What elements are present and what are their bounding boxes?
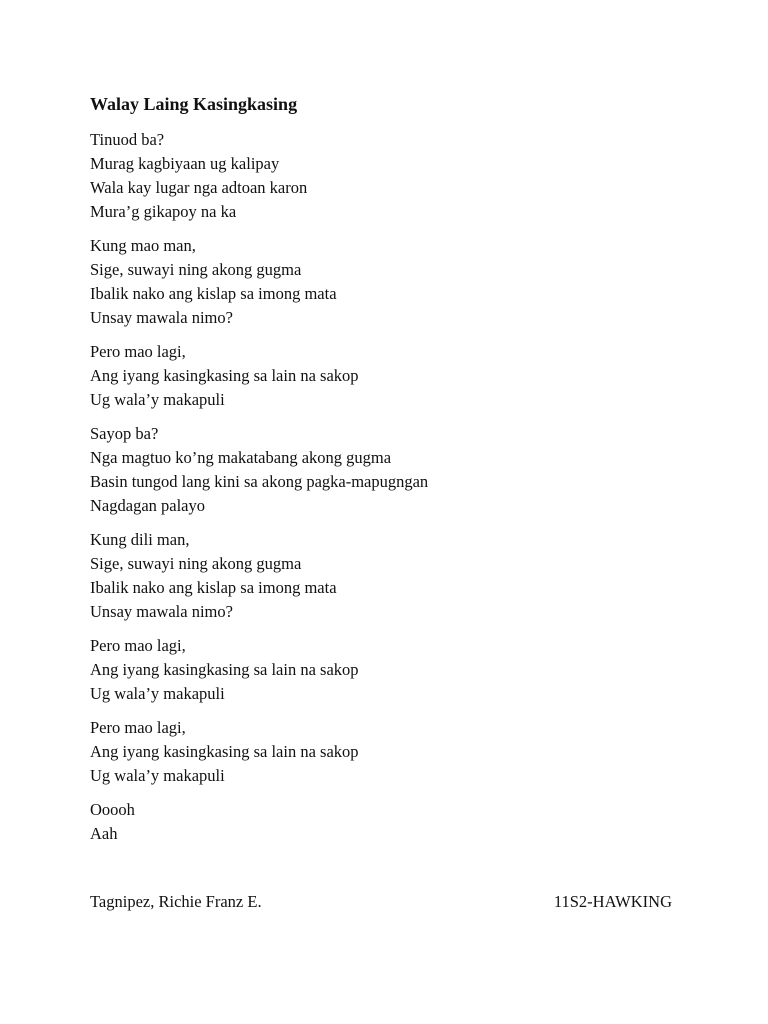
poem-line: Ang iyang kasingkasing sa lain na sakop — [90, 742, 359, 761]
poem-line: Sige, suwayi ning akong gugma — [90, 260, 302, 279]
poem-line: Ooooh — [90, 800, 135, 819]
poem-line: Ibalik nako ang kislap sa imong mata — [90, 284, 337, 303]
poem-line: Ug wala’y makapuli — [90, 766, 225, 785]
stanza — [90, 716, 690, 788]
poem-line: Nagdagan palayo — [90, 496, 205, 515]
poem-line: Kung mao man, — [90, 236, 196, 255]
stanza — [90, 234, 690, 330]
poem-line: Ang iyang kasingkasing sa lain na sakop — [90, 366, 359, 385]
poem-line: Unsay mawala nimo? — [90, 602, 233, 621]
poem-line: Pero mao lagi, — [90, 342, 186, 361]
poem-line: Ug wala’y makapuli — [90, 684, 225, 703]
poem-line: Murag kagbiyaan ug kalipay — [90, 154, 280, 173]
poem-line: Pero mao lagi, — [90, 636, 186, 655]
poem-line: Wala kay lugar nga adtoan karon — [90, 178, 308, 197]
stanza — [90, 528, 690, 624]
poem-line: Aah — [90, 824, 118, 843]
author-name: Tagnipez, Richie Franz E. — [90, 892, 262, 911]
poem-line: Pero mao lagi, — [90, 718, 186, 737]
stanza — [90, 128, 690, 224]
class-section: 11S2-HAWKING — [553, 892, 672, 911]
poem-line: Sayop ba? — [90, 424, 159, 443]
poem-line: Ang iyang kasingkasing sa lain na sakop — [90, 660, 359, 679]
poem-body — [90, 128, 690, 856]
poem-line: Ibalik nako ang kislap sa imong mata — [90, 578, 337, 597]
poem-line: Nga magtuo ko’ng makatabang akong gugma — [90, 448, 392, 467]
poem-line: Ug wala’y makapuli — [90, 390, 225, 409]
poem-title: Walay Laing Kasingkasing — [90, 94, 298, 114]
poem-line: Sige, suwayi ning akong gugma — [90, 554, 302, 573]
stanza — [90, 340, 690, 412]
poem-line: Unsay mawala nimo? — [90, 308, 233, 327]
stanza — [90, 798, 690, 846]
stanza — [90, 634, 690, 706]
poem-line: Basin tungod lang kini sa akong pagka-mapugngan — [90, 472, 429, 491]
poem-line: Mura’g gikapoy na ka — [90, 202, 237, 221]
poem-line: Kung dili man, — [90, 530, 190, 549]
stanza — [90, 422, 690, 518]
poem-line: Tinuod ba? — [90, 130, 165, 149]
